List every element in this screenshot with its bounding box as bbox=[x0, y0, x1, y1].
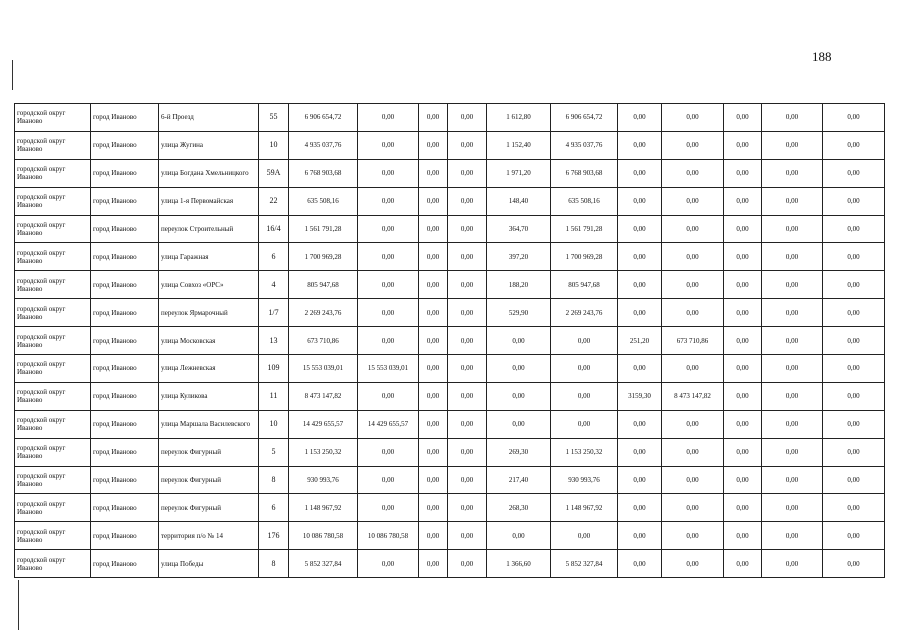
cell-street: улица 1-я Первомайская bbox=[159, 187, 259, 215]
cell-col-6: 0,00 bbox=[358, 271, 419, 299]
cell-col-12: 0,00 bbox=[662, 410, 724, 438]
cell-city: город Иваново bbox=[91, 159, 159, 187]
cell-area: 269,30 bbox=[487, 438, 551, 466]
cell-area: 268,30 bbox=[487, 494, 551, 522]
cell-col-8: 0,00 bbox=[448, 271, 487, 299]
cell-total-cost: 6 768 903,68 bbox=[289, 159, 358, 187]
cell-street: улица Богдана Хмельницкого bbox=[159, 159, 259, 187]
cell-house-number: 13 bbox=[259, 327, 289, 355]
cell-col-6: 14 429 655,57 bbox=[358, 410, 419, 438]
cell-col-13: 0,00 bbox=[724, 215, 762, 243]
cell-house-number: 176 bbox=[259, 522, 289, 550]
cell-col-15: 0,00 bbox=[823, 131, 885, 159]
table-row bbox=[15, 104, 885, 132]
cell-area: 1 612,80 bbox=[487, 104, 551, 132]
cell-col-14: 0,00 bbox=[762, 187, 823, 215]
scan-margin-mark bbox=[12, 60, 13, 90]
cell-col-6: 0,00 bbox=[358, 104, 419, 132]
cell-col-13: 0,00 bbox=[724, 382, 762, 410]
cell-col-6: 0,00 bbox=[358, 159, 419, 187]
cell-house-number: 4 bbox=[259, 271, 289, 299]
cell-city: город Иваново bbox=[91, 104, 159, 132]
cell-col-10: 1 700 969,28 bbox=[551, 243, 618, 271]
cell-municipality: городской округ Иваново bbox=[15, 550, 91, 578]
cell-street: улица Маршала Василевского bbox=[159, 410, 259, 438]
cell-col-11: 0,00 bbox=[618, 243, 662, 271]
cell-col-10: 1 148 967,92 bbox=[551, 494, 618, 522]
cell-col-14: 0,00 bbox=[762, 271, 823, 299]
cell-col-8: 0,00 bbox=[448, 522, 487, 550]
scan-margin-mark bbox=[18, 580, 19, 630]
cell-municipality: городской округ Иваново bbox=[15, 466, 91, 494]
cell-col-12: 0,00 bbox=[662, 494, 724, 522]
cell-col-10: 635 508,16 bbox=[551, 187, 618, 215]
cell-col-14: 0,00 bbox=[762, 522, 823, 550]
cell-col-13: 0,00 bbox=[724, 327, 762, 355]
cell-municipality: городской округ Иваново bbox=[15, 327, 91, 355]
cell-col-12: 0,00 bbox=[662, 550, 724, 578]
cell-col-8: 0,00 bbox=[448, 215, 487, 243]
cell-col-7: 0,00 bbox=[419, 131, 448, 159]
cell-col-14: 0,00 bbox=[762, 104, 823, 132]
cell-col-14: 0,00 bbox=[762, 327, 823, 355]
cell-street: улица Лежневская bbox=[159, 355, 259, 383]
cell-col-8: 0,00 bbox=[448, 494, 487, 522]
cell-col-10: 930 993,76 bbox=[551, 466, 618, 494]
cell-col-12: 0,00 bbox=[662, 438, 724, 466]
cell-city: город Иваново bbox=[91, 299, 159, 327]
cell-total-cost: 15 553 039,01 bbox=[289, 355, 358, 383]
table-row bbox=[15, 355, 885, 383]
cell-total-cost: 1 700 969,28 bbox=[289, 243, 358, 271]
cell-col-7: 0,00 bbox=[419, 187, 448, 215]
cell-col-12: 0,00 bbox=[662, 131, 724, 159]
cell-col-11: 0,00 bbox=[618, 494, 662, 522]
cell-house-number: 10 bbox=[259, 410, 289, 438]
cell-municipality: городской округ Иваново bbox=[15, 522, 91, 550]
cell-col-8: 0,00 bbox=[448, 550, 487, 578]
cell-col-8: 0,00 bbox=[448, 104, 487, 132]
cell-municipality: городской округ Иваново bbox=[15, 494, 91, 522]
cell-col-8: 0,00 bbox=[448, 243, 487, 271]
cell-total-cost: 2 269 243,76 bbox=[289, 299, 358, 327]
cell-col-12: 0,00 bbox=[662, 466, 724, 494]
cell-col-7: 0,00 bbox=[419, 104, 448, 132]
cell-col-6: 0,00 bbox=[358, 327, 419, 355]
cell-col-15: 0,00 bbox=[823, 271, 885, 299]
cell-municipality: городской округ Иваново bbox=[15, 382, 91, 410]
cell-municipality: городской округ Иваново bbox=[15, 187, 91, 215]
cell-col-15: 0,00 bbox=[823, 104, 885, 132]
table-row bbox=[15, 550, 885, 578]
cell-col-14: 0,00 bbox=[762, 410, 823, 438]
cell-street: переулок Ярмарочный bbox=[159, 299, 259, 327]
cell-col-13: 0,00 bbox=[724, 271, 762, 299]
cell-street: улица Победы bbox=[159, 550, 259, 578]
cell-house-number: 11 bbox=[259, 382, 289, 410]
cell-col-13: 0,00 bbox=[724, 131, 762, 159]
cell-municipality: городской округ Иваново bbox=[15, 299, 91, 327]
table-row bbox=[15, 271, 885, 299]
cell-house-number: 8 bbox=[259, 550, 289, 578]
cell-col-15: 0,00 bbox=[823, 382, 885, 410]
cell-col-12: 0,00 bbox=[662, 104, 724, 132]
cell-col-15: 0,00 bbox=[823, 355, 885, 383]
cell-city: город Иваново bbox=[91, 522, 159, 550]
cell-house-number: 55 bbox=[259, 104, 289, 132]
data-table bbox=[14, 103, 885, 578]
cell-col-15: 0,00 bbox=[823, 466, 885, 494]
cell-total-cost: 805 947,68 bbox=[289, 271, 358, 299]
cell-house-number: 10 bbox=[259, 131, 289, 159]
cell-col-13: 0,00 bbox=[724, 159, 762, 187]
cell-col-7: 0,00 bbox=[419, 550, 448, 578]
cell-col-8: 0,00 bbox=[448, 466, 487, 494]
cell-col-6: 15 553 039,01 bbox=[358, 355, 419, 383]
cell-col-12: 0,00 bbox=[662, 159, 724, 187]
cell-col-15: 0,00 bbox=[823, 410, 885, 438]
cell-street: переулок Строительный bbox=[159, 215, 259, 243]
cell-col-11: 3159,30 bbox=[618, 382, 662, 410]
cell-col-14: 0,00 bbox=[762, 550, 823, 578]
cell-municipality: городской округ Иваново bbox=[15, 355, 91, 383]
cell-street: улица Московская bbox=[159, 327, 259, 355]
cell-city: город Иваново bbox=[91, 410, 159, 438]
cell-municipality: городской округ Иваново bbox=[15, 215, 91, 243]
cell-city: город Иваново bbox=[91, 382, 159, 410]
cell-col-8: 0,00 bbox=[448, 159, 487, 187]
cell-street: переулок Фигурный bbox=[159, 466, 259, 494]
cell-col-10: 0,00 bbox=[551, 382, 618, 410]
cell-city: город Иваново bbox=[91, 243, 159, 271]
cell-col-10: 805 947,68 bbox=[551, 271, 618, 299]
cell-col-7: 0,00 bbox=[419, 410, 448, 438]
cell-col-8: 0,00 bbox=[448, 299, 487, 327]
cell-col-14: 0,00 bbox=[762, 159, 823, 187]
cell-col-11: 0,00 bbox=[618, 215, 662, 243]
cell-col-11: 251,20 bbox=[618, 327, 662, 355]
cell-municipality: городской округ Иваново bbox=[15, 131, 91, 159]
cell-street: переулок Фигурный bbox=[159, 494, 259, 522]
cell-total-cost: 673 710,86 bbox=[289, 327, 358, 355]
table-row bbox=[15, 299, 885, 327]
cell-col-12: 0,00 bbox=[662, 522, 724, 550]
cell-area: 1 152,40 bbox=[487, 131, 551, 159]
cell-col-13: 0,00 bbox=[724, 410, 762, 438]
cell-col-14: 0,00 bbox=[762, 131, 823, 159]
cell-col-7: 0,00 bbox=[419, 494, 448, 522]
cell-col-12: 0,00 bbox=[662, 299, 724, 327]
cell-col-11: 0,00 bbox=[618, 104, 662, 132]
cell-street: улица Жугина bbox=[159, 131, 259, 159]
cell-col-11: 0,00 bbox=[618, 466, 662, 494]
cell-col-13: 0,00 bbox=[724, 187, 762, 215]
cell-col-15: 0,00 bbox=[823, 550, 885, 578]
cell-street: переулок Фигурный bbox=[159, 438, 259, 466]
cell-col-13: 0,00 bbox=[724, 522, 762, 550]
cell-col-15: 0,00 bbox=[823, 187, 885, 215]
cell-col-11: 0,00 bbox=[618, 438, 662, 466]
table-row bbox=[15, 131, 885, 159]
cell-col-15: 0,00 bbox=[823, 215, 885, 243]
cell-municipality: городской округ Иваново bbox=[15, 271, 91, 299]
cell-col-6: 0,00 bbox=[358, 299, 419, 327]
cell-col-11: 0,00 bbox=[618, 271, 662, 299]
cell-col-6: 0,00 bbox=[358, 243, 419, 271]
cell-col-13: 0,00 bbox=[724, 104, 762, 132]
table-row bbox=[15, 382, 885, 410]
cell-col-14: 0,00 bbox=[762, 299, 823, 327]
cell-col-13: 0,00 bbox=[724, 355, 762, 383]
cell-area: 529,90 bbox=[487, 299, 551, 327]
cell-area: 0,00 bbox=[487, 410, 551, 438]
table-row bbox=[15, 327, 885, 355]
cell-city: город Иваново bbox=[91, 327, 159, 355]
cell-municipality: городской округ Иваново bbox=[15, 243, 91, 271]
cell-municipality: городской округ Иваново bbox=[15, 104, 91, 132]
cell-area: 217,40 bbox=[487, 466, 551, 494]
cell-col-14: 0,00 bbox=[762, 466, 823, 494]
cell-col-8: 0,00 bbox=[448, 327, 487, 355]
cell-col-7: 0,00 bbox=[419, 215, 448, 243]
cell-col-8: 0,00 bbox=[448, 382, 487, 410]
cell-col-7: 0,00 bbox=[419, 243, 448, 271]
cell-total-cost: 1 148 967,92 bbox=[289, 494, 358, 522]
cell-col-12: 0,00 bbox=[662, 271, 724, 299]
cell-col-12: 8 473 147,82 bbox=[662, 382, 724, 410]
cell-col-10: 2 269 243,76 bbox=[551, 299, 618, 327]
cell-street: 6-й Проезд bbox=[159, 104, 259, 132]
cell-city: город Иваново bbox=[91, 466, 159, 494]
cell-total-cost: 1 561 791,28 bbox=[289, 215, 358, 243]
cell-house-number: 6 bbox=[259, 243, 289, 271]
cell-col-14: 0,00 bbox=[762, 215, 823, 243]
cell-col-12: 0,00 bbox=[662, 355, 724, 383]
cell-area: 1 971,20 bbox=[487, 159, 551, 187]
cell-col-12: 0,00 bbox=[662, 243, 724, 271]
cell-col-8: 0,00 bbox=[448, 438, 487, 466]
table-row bbox=[15, 159, 885, 187]
cell-col-14: 0,00 bbox=[762, 355, 823, 383]
cell-total-cost: 14 429 655,57 bbox=[289, 410, 358, 438]
cell-city: город Иваново bbox=[91, 494, 159, 522]
cell-house-number: 8 bbox=[259, 466, 289, 494]
cell-col-15: 0,00 bbox=[823, 243, 885, 271]
cell-city: город Иваново bbox=[91, 187, 159, 215]
table-row bbox=[15, 438, 885, 466]
cell-city: город Иваново bbox=[91, 131, 159, 159]
cell-col-8: 0,00 bbox=[448, 410, 487, 438]
cell-col-8: 0,00 bbox=[448, 187, 487, 215]
cell-col-15: 0,00 bbox=[823, 522, 885, 550]
cell-col-14: 0,00 bbox=[762, 494, 823, 522]
cell-area: 364,70 bbox=[487, 215, 551, 243]
table-row bbox=[15, 466, 885, 494]
cell-col-15: 0,00 bbox=[823, 438, 885, 466]
cell-col-14: 0,00 bbox=[762, 438, 823, 466]
cell-municipality: городской округ Иваново bbox=[15, 410, 91, 438]
cell-city: город Иваново bbox=[91, 271, 159, 299]
cell-area: 0,00 bbox=[487, 355, 551, 383]
cell-col-7: 0,00 bbox=[419, 522, 448, 550]
cell-street: территория п/о № 14 bbox=[159, 522, 259, 550]
cell-house-number: 6 bbox=[259, 494, 289, 522]
cell-col-7: 0,00 bbox=[419, 382, 448, 410]
table-row bbox=[15, 494, 885, 522]
cell-col-7: 0,00 bbox=[419, 271, 448, 299]
cell-total-cost: 4 935 037,76 bbox=[289, 131, 358, 159]
cell-col-10: 0,00 bbox=[551, 522, 618, 550]
cell-city: город Иваново bbox=[91, 215, 159, 243]
cell-area: 0,00 bbox=[487, 382, 551, 410]
cell-col-7: 0,00 bbox=[419, 438, 448, 466]
cell-col-10: 0,00 bbox=[551, 355, 618, 383]
table-row bbox=[15, 215, 885, 243]
cell-col-13: 0,00 bbox=[724, 466, 762, 494]
cell-area: 397,20 bbox=[487, 243, 551, 271]
cell-col-15: 0,00 bbox=[823, 299, 885, 327]
cell-col-6: 0,00 bbox=[358, 494, 419, 522]
cell-col-7: 0,00 bbox=[419, 159, 448, 187]
cell-col-10: 6 768 903,68 bbox=[551, 159, 618, 187]
cell-col-7: 0,00 bbox=[419, 327, 448, 355]
cell-col-6: 0,00 bbox=[358, 215, 419, 243]
cell-col-7: 0,00 bbox=[419, 299, 448, 327]
cell-col-12: 0,00 bbox=[662, 215, 724, 243]
cell-col-10: 1 561 791,28 bbox=[551, 215, 618, 243]
cell-col-7: 0,00 bbox=[419, 466, 448, 494]
cell-street: улица Гаражная bbox=[159, 243, 259, 271]
cell-street: улица Совхоз «ОРС» bbox=[159, 271, 259, 299]
cell-col-11: 0,00 bbox=[618, 299, 662, 327]
cell-col-11: 0,00 bbox=[618, 187, 662, 215]
cell-total-cost: 5 852 327,84 bbox=[289, 550, 358, 578]
table-row bbox=[15, 522, 885, 550]
cell-col-15: 0,00 bbox=[823, 327, 885, 355]
cell-area: 188,20 bbox=[487, 271, 551, 299]
cell-house-number: 109 bbox=[259, 355, 289, 383]
cell-total-cost: 930 993,76 bbox=[289, 466, 358, 494]
cell-house-number: 59А bbox=[259, 159, 289, 187]
cell-col-15: 0,00 bbox=[823, 494, 885, 522]
cell-total-cost: 10 086 780,58 bbox=[289, 522, 358, 550]
cell-col-11: 0,00 bbox=[618, 159, 662, 187]
cell-col-6: 0,00 bbox=[358, 382, 419, 410]
cell-col-14: 0,00 bbox=[762, 382, 823, 410]
cell-total-cost: 8 473 147,82 bbox=[289, 382, 358, 410]
cell-col-11: 0,00 bbox=[618, 522, 662, 550]
cell-col-12: 673 710,86 bbox=[662, 327, 724, 355]
cell-area: 148,40 bbox=[487, 187, 551, 215]
cell-col-7: 0,00 bbox=[419, 355, 448, 383]
cell-col-12: 0,00 bbox=[662, 187, 724, 215]
cell-col-10: 0,00 bbox=[551, 410, 618, 438]
cell-col-8: 0,00 bbox=[448, 131, 487, 159]
cell-house-number: 16/4 bbox=[259, 215, 289, 243]
cell-city: город Иваново bbox=[91, 550, 159, 578]
cell-col-6: 0,00 bbox=[358, 466, 419, 494]
table-row bbox=[15, 243, 885, 271]
cell-street: улица Куликова bbox=[159, 382, 259, 410]
cell-col-13: 0,00 bbox=[724, 550, 762, 578]
cell-col-10: 5 852 327,84 bbox=[551, 550, 618, 578]
cell-col-13: 0,00 bbox=[724, 438, 762, 466]
cell-col-6: 0,00 bbox=[358, 187, 419, 215]
cell-city: город Иваново bbox=[91, 355, 159, 383]
cell-col-6: 0,00 bbox=[358, 438, 419, 466]
cell-area: 1 366,60 bbox=[487, 550, 551, 578]
cell-col-11: 0,00 bbox=[618, 410, 662, 438]
table-row bbox=[15, 187, 885, 215]
cell-col-10: 6 906 654,72 bbox=[551, 104, 618, 132]
cell-house-number: 22 bbox=[259, 187, 289, 215]
cell-col-13: 0,00 bbox=[724, 243, 762, 271]
cell-col-14: 0,00 bbox=[762, 243, 823, 271]
cell-col-10: 0,00 bbox=[551, 327, 618, 355]
cell-col-6: 0,00 bbox=[358, 131, 419, 159]
table-row bbox=[15, 410, 885, 438]
cell-col-13: 0,00 bbox=[724, 299, 762, 327]
cell-col-11: 0,00 bbox=[618, 550, 662, 578]
cell-col-11: 0,00 bbox=[618, 355, 662, 383]
cell-area: 0,00 bbox=[487, 327, 551, 355]
cell-municipality: городской округ Иваново bbox=[15, 159, 91, 187]
cell-house-number: 1/7 bbox=[259, 299, 289, 327]
cell-municipality: городской округ Иваново bbox=[15, 438, 91, 466]
cell-col-10: 1 153 250,32 bbox=[551, 438, 618, 466]
cell-col-6: 0,00 bbox=[358, 550, 419, 578]
cell-total-cost: 6 906 654,72 bbox=[289, 104, 358, 132]
cell-house-number: 5 bbox=[259, 438, 289, 466]
cell-city: город Иваново bbox=[91, 438, 159, 466]
cell-col-6: 10 086 780,58 bbox=[358, 522, 419, 550]
page-number: 188 bbox=[812, 49, 832, 64]
cell-col-13: 0,00 bbox=[724, 494, 762, 522]
cell-col-10: 4 935 037,76 bbox=[551, 131, 618, 159]
cell-total-cost: 1 153 250,32 bbox=[289, 438, 358, 466]
cell-col-11: 0,00 bbox=[618, 131, 662, 159]
cell-total-cost: 635 508,16 bbox=[289, 187, 358, 215]
cell-area: 0,00 bbox=[487, 522, 551, 550]
cell-col-15: 0,00 bbox=[823, 159, 885, 187]
cell-col-8: 0,00 bbox=[448, 355, 487, 383]
